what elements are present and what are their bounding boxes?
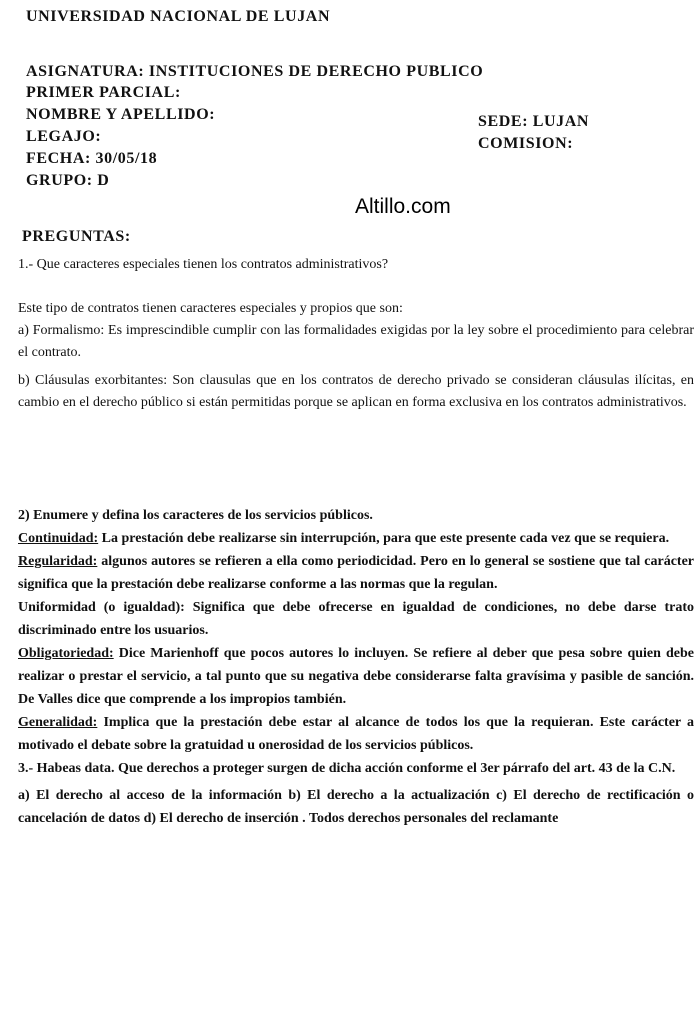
- parcial-line: PRIMER PARCIAL:: [26, 84, 181, 101]
- q2-term-uniformidad: Uniformidad (o igualdad):: [18, 600, 185, 615]
- q2-item-uniformidad: [18, 596, 694, 642]
- q1-answer-b: b) Cláusulas exorbitantes: Son clausulas que en los contratos de derecho privado se consideran cláusulas ilícitas, en cambio en el derecho público si están permitidas porque se aplican en forma exclusiva en los contratos administrativos.: [18, 373, 694, 410]
- comision-line: COMISION:: [478, 135, 574, 152]
- question-3: 3.- Habeas data. Que derechos a proteger surgen de dicha acción conforme el 3er párrafo del art. 43 de la C.N.: [18, 761, 676, 776]
- university-name: UNIVERSIDAD NACIONAL DE LUJAN: [26, 8, 331, 25]
- q2-text-generalidad: Implica que la prestación debe estar al alcance de todos los que la requieran. Este carácter a motivado el debate sobre la gratuidad u onerosidad de los servicios públicos.: [18, 715, 694, 753]
- sede-line: SEDE: LUJAN: [478, 113, 590, 130]
- q2-text-continuidad: La prestación debe realizarse sin interrupción, para que este presente cada vez que se requiera.: [98, 531, 670, 546]
- q1-intro: Este tipo de contratos tienen caracteres especiales y propios que son:: [18, 301, 403, 316]
- asignatura-line: ASIGNATURA: INSTITUCIONES DE DERECHO PUBLICO: [26, 63, 484, 80]
- q2-text-uniformidad: Significa que debe ofrecerse en igualdad de condiciones, no debe darse trato discriminado entre los usuarios.: [18, 600, 694, 638]
- nombre-line: NOMBRE Y APELLIDO:: [26, 106, 216, 123]
- q2-term-regularidad: Regularidad:: [18, 554, 98, 569]
- question-1-block: [18, 254, 694, 414]
- preguntas-title: PREGUNTAS:: [22, 228, 131, 245]
- question-2-block: [18, 504, 694, 830]
- altillo-watermark: Altillo.com: [355, 195, 451, 218]
- q2-term-obligatoriedad: Obligatoriedad:: [18, 646, 114, 661]
- q2-item-regularidad: [18, 550, 694, 596]
- q2-item-generalidad: [18, 711, 694, 757]
- q2-text-obligatoriedad: Dice Marienhoff que pocos autores lo incluyen. Se refiere al deber que pesa sobre quien debe realizar o prestar el servicio, a tal punto que su negativa debe considerarse falta gravísima y pasible de sanción. De Valles dice que comprende a los impropios también.: [18, 646, 694, 707]
- q2-term-continuidad: Continuidad:: [18, 531, 99, 546]
- q2-term-generalidad: Generalidad:: [18, 715, 98, 730]
- q2-item-continuidad: [18, 527, 694, 550]
- fecha-line: FECHA: 30/05/18: [26, 150, 158, 167]
- question-1: 1.- Que caracteres especiales tienen los contratos administrativos?: [18, 257, 389, 272]
- q2-text-regularidad: algunos autores se refieren a ella como periodicidad. Pero en lo general se sostiene que tal carácter significa que la prestación debe realizarse conforme a las normas que la regulan.: [18, 554, 694, 592]
- question-2: 2) Enumere y defina los caracteres de los servicios públicos.: [18, 508, 373, 523]
- q1-answer-a: a) Formalismo: Es imprescindible cumplir con las formalidades exigidas por la ley sobre el procedimiento para celebrar el contrato.: [18, 323, 694, 360]
- q2-item-obligatoriedad: [18, 642, 694, 711]
- legajo-line: LEGAJO:: [26, 128, 102, 145]
- q3-answer: a) El derecho al acceso de la información b) El derecho a la actualización c) El derecho de rectificación o cancelación de datos d) El derecho de inserción . Todos derechos personales del reclamante: [18, 788, 694, 826]
- grupo-line: GRUPO: D: [26, 172, 110, 189]
